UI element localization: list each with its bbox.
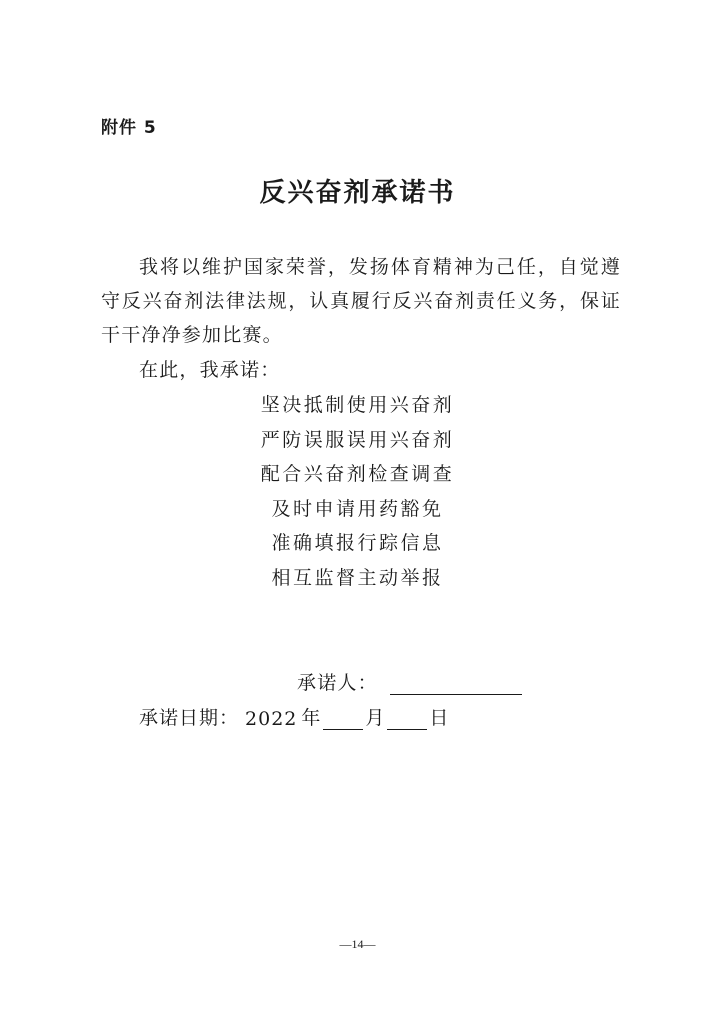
page-number: —14—	[339, 937, 376, 951]
day-blank-line[interactable]	[387, 709, 427, 730]
document-title: 反兴奋剂承诺书	[259, 178, 456, 208]
day-unit: 日	[429, 707, 450, 729]
pledge-list	[0, 388, 715, 595]
pledge-item: 严防误服误用兴奋剂	[260, 428, 455, 451]
pledge-intro: 在此，我承诺：	[139, 359, 281, 381]
date-year: 2022	[245, 708, 298, 730]
month-blank-line[interactable]	[323, 709, 363, 730]
month-unit: 月	[365, 707, 386, 729]
pledge-item: 配合兴奋剂检查调查	[260, 463, 455, 485]
attachment-label: 附件 5	[101, 118, 157, 138]
date-label: 承诺日期：	[139, 707, 240, 729]
signer-label: 承诺人：	[297, 672, 378, 694]
pledge-item: 坚决抵制使用兴奋剂	[260, 394, 455, 416]
year-unit: 年	[301, 707, 322, 729]
signer-row	[297, 668, 522, 695]
signer-blank-line[interactable]	[390, 674, 522, 695]
pledge-paragraph: 我将以维护国家荣誉，发扬体育精神为己任，自觉遵守反兴奋剂法律法规，认真履行反兴奋剂责任义务，保证干干净净参加比赛。	[101, 256, 621, 346]
pledge-item: 及时申请用药豁免	[271, 497, 444, 520]
date-row	[139, 703, 449, 730]
pledge-item: 准确填报行踪信息	[271, 532, 444, 554]
pledge-item: 相互监督主动举报	[271, 566, 444, 589]
